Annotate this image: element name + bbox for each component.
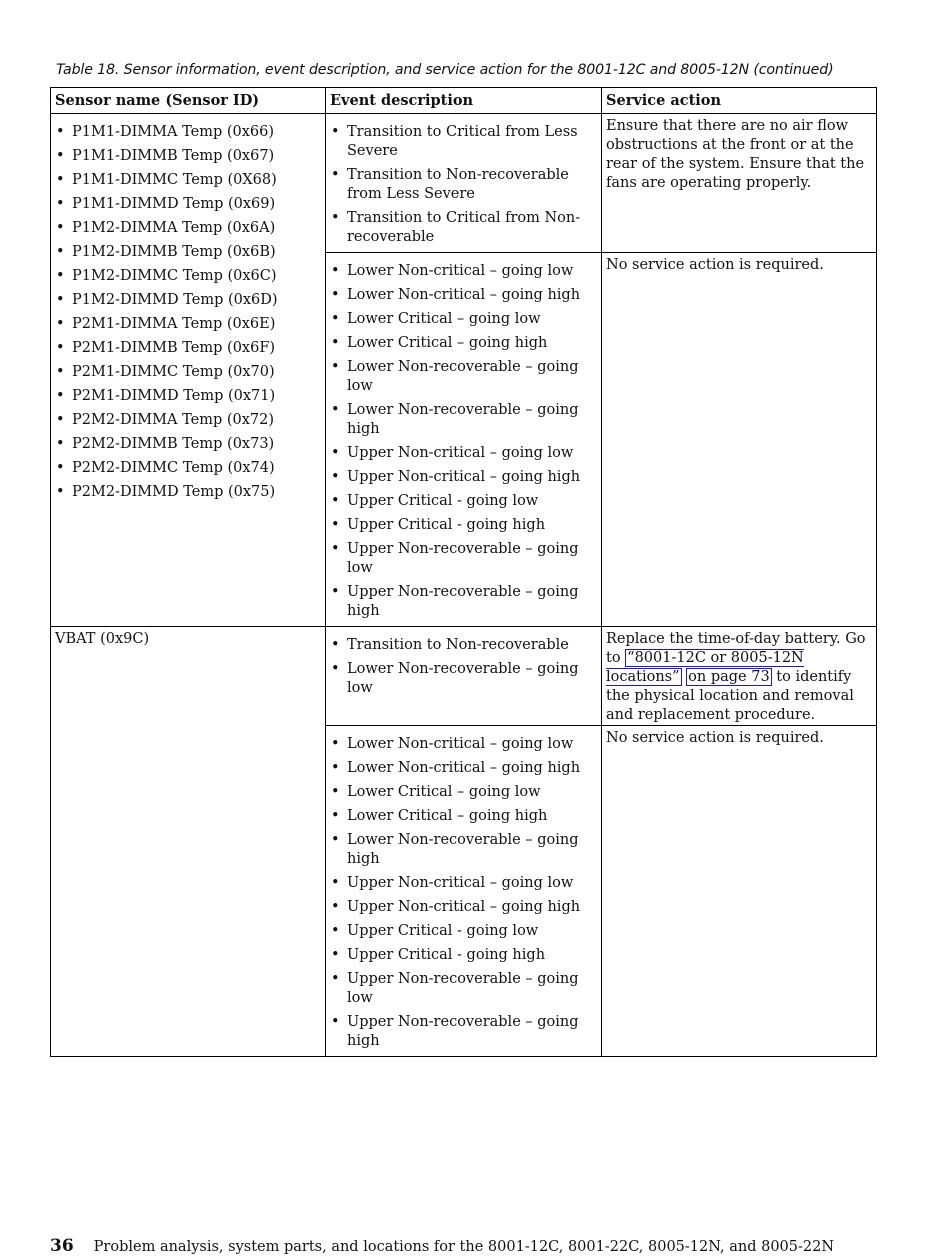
sensor-item: • P2M1-DIMMB Temp (0x6F) [55,339,321,358]
event-item: • Upper Non-recoverable – going high [330,1013,597,1051]
sensor-item: • P1M2-DIMMB Temp (0x6B) [55,243,321,262]
sensor-item: • P1M1-DIMMC Temp (0X68) [55,171,321,190]
sensor-item: • P1M2-DIMMD Temp (0x6D) [55,291,321,310]
event-item: • Lower Non-critical – going low [330,735,597,754]
page-link[interactable]: on page 73 [688,669,770,685]
event-item: • Transition to Non-recoverable from Less Severe [330,166,597,204]
table-header-row [51,88,877,114]
page-number: 36 [50,1236,74,1256]
sensor-item: • P2M2-DIMMC Temp (0x74) [55,459,321,478]
sensor-item: • P1M2-DIMMC Temp (0x6C) [55,267,321,286]
action-text: to identify the physical location and removal and replacement procedure. [606,669,854,723]
sensor-item: • P2M2-DIMMA Temp (0x72) [55,411,321,430]
sensor-item: • P2M2-DIMMD Temp (0x75) [55,483,321,502]
sensor-item: • P2M1-DIMMD Temp (0x71) [55,387,321,406]
locations-link[interactable]: “8001-12C or 8005-12N locations” [606,650,804,685]
event-item: • Upper Critical - going low [330,922,597,941]
sensor-list [55,123,321,502]
sensor-item: • P2M1-DIMMC Temp (0x70) [55,363,321,382]
event-item: • Upper Non-recoverable – going low [330,540,597,578]
table-row [51,114,877,253]
event-cell [326,114,602,253]
event-item: • Lower Critical – going high [330,807,597,826]
event-item: • Lower Non-recoverable – going low [330,660,597,698]
sensor-cell: VBAT (0x9C) [51,627,326,1057]
sensor-item: • P2M1-DIMMA Temp (0x6E) [55,315,321,334]
sensor-item: • P1M1-DIMMB Temp (0x67) [55,147,321,166]
sensor-table [50,87,877,1057]
table-row [51,627,877,726]
event-item: • Lower Critical – going low [330,783,597,802]
service-action-cell: Ensure that there are no air flow obstructions at the front or at the rear of the system. Ensure that the fans are operating properly. [602,114,877,253]
event-cell [326,726,602,1057]
event-item: • Upper Non-critical – going high [330,898,597,917]
event-list [330,735,597,1051]
service-action-cell: No service action is required. [602,726,877,1057]
event-item: • Upper Non-recoverable – going low [330,970,597,1008]
event-item: • Lower Critical – going high [330,334,597,353]
event-item: • Upper Critical - going low [330,492,597,511]
table-caption: Table 18. Sensor information, event description, and service action for the 8001-12C and 8005-12N (continued) [56,62,834,78]
event-item: • Lower Non-recoverable – going low [330,358,597,396]
sensor-cell [51,114,326,627]
event-item: • Upper Critical - going high [330,946,597,965]
event-item: • Lower Non-recoverable – going high [330,401,597,439]
sensor-item: • P2M2-DIMMB Temp (0x73) [55,435,321,454]
event-item: • Transition to Critical from Non-recoverable [330,209,597,247]
footer-title: Problem analysis, system parts, and locations for the 8001-12C, 8001-22C, 8005-12N, and 8005-22N [93,1239,835,1255]
event-item: • Lower Non-critical – going high [330,759,597,778]
service-action-cell [602,627,877,726]
event-cell [326,627,602,726]
service-action-cell: No service action is required. [602,253,877,627]
header-service-action: Service action [602,88,877,114]
event-list [330,636,597,698]
header-event-description: Event description [326,88,602,114]
event-item: • Upper Non-critical – going low [330,444,597,463]
event-item: • Upper Non-recoverable – going high [330,583,597,621]
event-item: • Transition to Non-recoverable [330,636,597,655]
event-item: • Lower Non-critical – going high [330,286,597,305]
event-item: • Lower Non-critical – going low [330,262,597,281]
event-list [330,262,597,621]
event-item: • Lower Critical – going low [330,310,597,329]
event-list [330,123,597,247]
sensor-item: • P1M1-DIMMA Temp (0x66) [55,123,321,142]
action-text: Replace the time-of-day battery. Go to [606,631,866,666]
event-item: • Upper Non-critical – going low [330,874,597,893]
event-item: • Upper Critical - going high [330,516,597,535]
sensor-item: • P1M1-DIMMD Temp (0x69) [55,195,321,214]
header-sensor-name: Sensor name (Sensor ID) [51,88,326,114]
event-item: • Upper Non-critical – going high [330,468,597,487]
event-item: • Transition to Critical from Less Severe [330,123,597,161]
sensor-item: • P1M2-DIMMA Temp (0x6A) [55,219,321,238]
event-cell [326,253,602,627]
event-item: • Lower Non-recoverable – going high [330,831,597,869]
page-footer [50,1236,834,1256]
